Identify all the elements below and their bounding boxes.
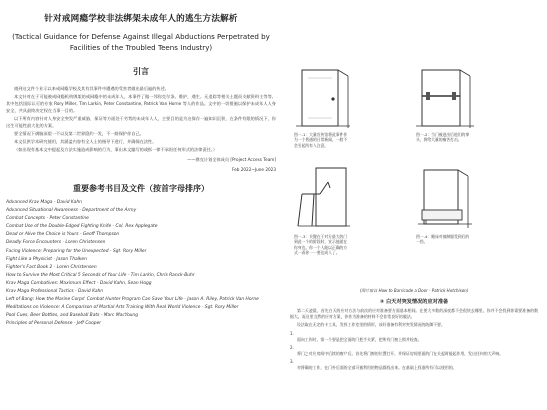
reference-item: Left of Bang: How the Marine Corps' Combat Hunter Program Can Save Your Life - Jason A. Riley, Patrick Van Horne bbox=[6, 297, 259, 303]
intro-paragraph: （如出现有基本文中提起及方法实施造成影响的行为，事出本文编写的或抓一律不承担任何形式的法律责任。） bbox=[14, 147, 218, 152]
door-sketch-2 bbox=[416, 66, 474, 130]
figure-4 bbox=[416, 166, 472, 245]
figure-caption: 图一-3：关键在于对方最大的门到此一个的阶段时，宣示他就在你身边。你一个人能以正确的方式一看你一一要达成人了。 bbox=[294, 234, 348, 255]
intro-paragraph: 要全情况下满脑深望一不以及第二世界隐约一发，不一路保护你自己。 bbox=[14, 131, 144, 136]
reference-item: Facing Violence: Preparing for the Unexpected - Sgt. Rory Miller bbox=[6, 248, 147, 254]
list-number: 2. bbox=[290, 344, 294, 350]
section-heading: ② 白天对突发情况的应对准备 bbox=[379, 299, 449, 305]
reference-item: Advanced Situational Awareness - Department of the Army bbox=[6, 208, 137, 214]
document-title-cn: 针对戒网瘾学校非法绑架未成年人的逃生方法解析 bbox=[44, 14, 238, 24]
figure-caption: 图一-4：睡床对被制服受到后的一拐。 bbox=[416, 234, 470, 245]
intro-paragraph: 本文针对在于可能被戒网瘾机构绑架的戒网瘾中的未成年人，本事件了做一邻你克尔条。维护，遇生。无追踪等相关土题而支献资料主等等。其中包括国际认可的专家 Rory Miller, Tim Larkin, Peter Constantine, Patrick Van Horne 等人的作品。文中的一切措施以保护未成年人人身安全，共具最终决定权在当事一目的。 bbox=[6, 94, 276, 113]
figure-caption: 图一-1：大量宣传馆将此事件作为一个普通的日常新闻，一般不会引起所有人注意。 bbox=[294, 132, 348, 148]
reference-list bbox=[6, 199, 276, 329]
reference-item: How to Survive the Most Critical 5 Seconds of Your Life - Tim Larkin, Chris Ranck-Buhr bbox=[6, 272, 195, 278]
reference-item: Deadly Force Encounters - Loren Christensen bbox=[6, 240, 106, 246]
reference-item: Krav Maga Combatives: Maximum Effect - David Kahn, Sean Hogg bbox=[6, 280, 152, 286]
right-column bbox=[290, 60, 538, 373]
reference-item: Combat Use of the Double-Edged Fighting Knife - Col. Rex Applegate bbox=[6, 224, 158, 230]
door-sketch-1 bbox=[294, 66, 352, 130]
section-paragraph: 设法取在无定的卡工具，发挥工作室里的情形，该好准备有利对突发情况的防御不要。 bbox=[297, 322, 445, 328]
reference-item: Combat Concepts - Peter Constantine bbox=[6, 216, 89, 222]
reference-item: Pool Cues, Beer Bottles, and Baseball Bats - Marc MacYoung bbox=[6, 313, 138, 319]
section-paragraph: 第二天凌晨，首先白天的应对方法与前次的应对准备要方面基本相同。在要大多数的深夜都不会很快去哪里。你并不会找到你需要准备的数据大。而这里当然的应对方案，你作为准备的材料不会非常良好的做法。 bbox=[290, 308, 538, 320]
left-column bbox=[6, 10, 276, 329]
figure-1 bbox=[294, 66, 350, 148]
reference-item: Fight Like a Physicist - Jason Thalken bbox=[6, 256, 87, 262]
bed-barricade-sketch bbox=[416, 166, 474, 232]
reference-item: Advanced Krav Maga - David Kahn bbox=[6, 200, 82, 205]
reference-item: Krav Maga Professional Tactics - David Kahn bbox=[6, 289, 104, 295]
list-item-text: 对将确的工作，在门外后面的全部可被利用的物品都找出来。在基础上找准所有可以使用的。 bbox=[297, 365, 457, 371]
document-title-en: (Tactical Guidance for Defense Against Illegal Abductions Perpetrated by Facilities of the Troubled Teens Industry) bbox=[12, 32, 270, 52]
list-number: 1. bbox=[290, 330, 294, 336]
reference-item: Meditations on Violence: A Comparison of Martial Arts Training With Real World Violence - Sgt. Rory Miller bbox=[6, 305, 239, 311]
list-number: 3. bbox=[290, 359, 294, 365]
intro-paragraph: 本文仅供学术研究使用，其涵盖内容有全人士的指导下进行，并确保在法性。 bbox=[14, 139, 157, 144]
intro-heading: 引言 bbox=[133, 67, 149, 76]
list-item-text: 面向工作时，第一个要是把全面的门把手关紧，把所有门窗上锁并检查。 bbox=[297, 336, 422, 342]
figure-grid bbox=[290, 60, 538, 282]
date: Feb 2022~June 2023 bbox=[231, 167, 276, 172]
list-item-text: 将门之对应房间中后续的窗户后。首先将门窗的位置打开，并保证房间里面的门在关起时能起作用，发出任何的大声响。 bbox=[297, 350, 504, 356]
chair-barricade-sketch bbox=[294, 166, 352, 232]
reference-item: Fighter's Fact Book 2 - Loren Christensen bbox=[6, 264, 97, 270]
intro-paragraph: 遇到这文件个业示以来戒网瘾学校及其有其事件中遭遇的受害者做出最后遍的传述。 bbox=[14, 86, 169, 91]
figure-caption: 图一-2：当门被进出后他们的拳头，将给大量的痛苦打击。 bbox=[416, 132, 470, 143]
figure-3 bbox=[294, 166, 350, 255]
image-credit: (图片取自 How to Barricade a Door - Patrick Hutchison) bbox=[359, 288, 469, 293]
reference-item: Dead or Alive the Choice is Yours - Geoff Thompson bbox=[6, 232, 120, 238]
intro-paragraph: 以下所有内容针对人身安全突发严重威胁，保证等方面处于劣势的未成年人人，主要目的是为这保存一遍知识沉积，在条件有限的情况下，你这生可能性最大化的方案。 bbox=[6, 116, 276, 128]
reference-item: Principles of Personal Defense - Jeff Cooper bbox=[6, 321, 102, 327]
figure-2 bbox=[416, 66, 472, 143]
references-heading: 重要参考书目及文件（按首字母排序） bbox=[73, 184, 209, 193]
intro-body bbox=[6, 85, 276, 153]
signature: ——赛克计划全体成员 [Project Access Team] bbox=[187, 157, 276, 162]
